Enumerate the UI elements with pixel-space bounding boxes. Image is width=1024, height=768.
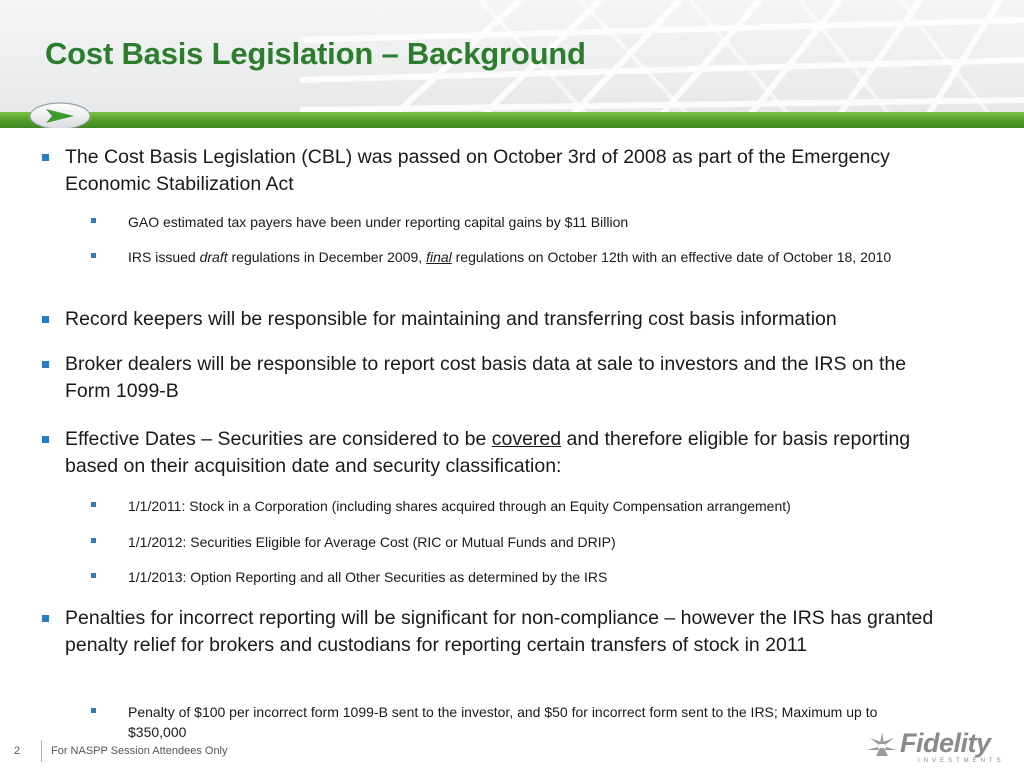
square-bullet-icon xyxy=(91,538,96,543)
page-number: 2 xyxy=(14,745,21,757)
logo-wordmark: Fidelity xyxy=(900,728,991,758)
square-bullet-icon xyxy=(42,361,49,368)
square-bullet-icon xyxy=(91,708,96,713)
page-title: Cost Basis Legislation – Background xyxy=(45,36,586,71)
list-item: Broker dealers will be responsible to report cost basis data at sale to investors and the IRS on the Form 1099-B xyxy=(42,351,945,405)
square-bullet-icon xyxy=(91,502,96,507)
square-bullet-icon xyxy=(91,573,96,578)
logo-subtitle: INVESTMENTS xyxy=(918,758,1005,764)
list-item: GAO estimated tax payers have been under reporting capital gains by $11 Billion xyxy=(91,212,928,232)
list-item: The Cost Basis Legislation (CBL) was passed on October 3rd of 2008 as part of the Emergency Economic Stabilization Act xyxy=(42,144,965,198)
list-item: Effective Dates – Securities are considered to be covered and therefore eligible for basis reporting based on their acquisition date and security classification: xyxy=(42,426,965,480)
square-bullet-icon xyxy=(91,218,96,223)
list-item: 1/1/2011: Stock in a Corporation (including shares acquired through an Equity Compensation arrangement) xyxy=(91,496,928,516)
header-green-bar xyxy=(0,112,1024,128)
list-item: Penalty of $100 per incorrect form 1099-B sent to the investor, and $50 for incorrect form sent to the IRS; Maximum up to $350,000 xyxy=(91,702,928,742)
list-item: Record keepers will be responsible for maintaining and transferring cost basis information xyxy=(42,306,965,333)
footer-note: For NASPP Session Attendees Only xyxy=(51,745,228,757)
square-bullet-icon xyxy=(42,316,49,323)
list-item: 1/1/2012: Securities Eligible for Average Cost (RIC or Mutual Funds and DRIP) xyxy=(91,532,928,552)
slide-header xyxy=(0,0,1024,128)
green-arrow-icon xyxy=(28,101,92,128)
footer-divider xyxy=(41,740,42,762)
list-item: Penalties for incorrect reporting will be significant for non-compliance – however the IRS has granted penalty relief for brokers and custodians for reporting certain transfers of stock in 2011 xyxy=(42,605,965,659)
square-bullet-icon xyxy=(42,154,49,161)
list-item: IRS issued draft regulations in December 2009, final regulations on October 12th with an effective date of October 18, 2010 xyxy=(91,247,928,267)
square-bullet-icon xyxy=(42,436,49,443)
fidelity-pyramid-icon xyxy=(866,730,898,758)
square-bullet-icon xyxy=(42,615,49,622)
fidelity-logo xyxy=(866,728,1016,764)
square-bullet-icon xyxy=(91,253,96,258)
list-item: 1/1/2013: Option Reporting and all Other Securities as determined by the IRS xyxy=(91,567,928,587)
